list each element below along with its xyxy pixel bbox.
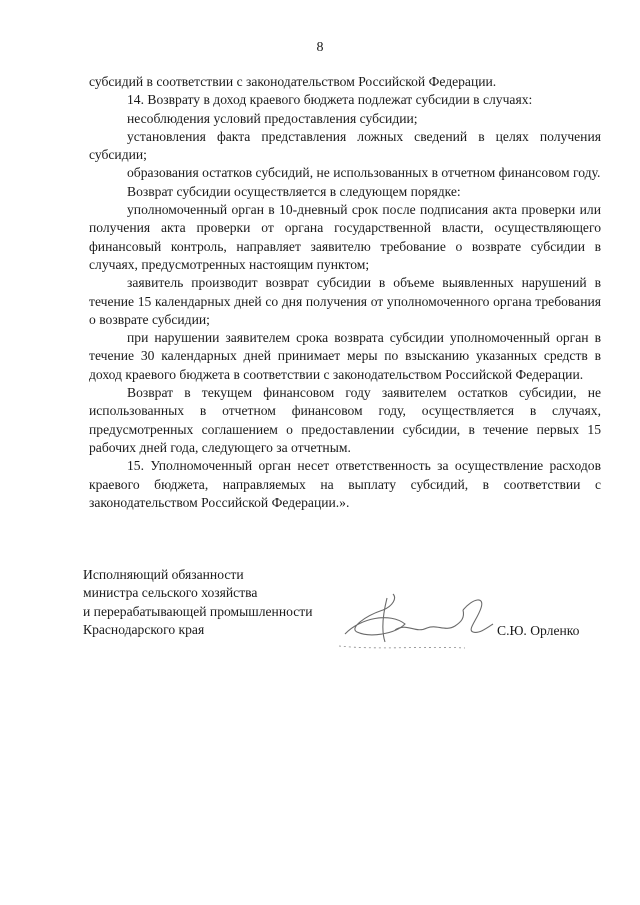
signature-block-title (83, 566, 312, 639)
paragraph: 15. Уполномоченный орган несет ответственность за осуществление расходов краевого бюджета, направляемых на выплату субсидий, в соответствии с законодательством Российской Федерации.». (89, 458, 601, 510)
paragraph: установления факта представления ложных сведений в целях получения субсидии; (89, 128, 601, 163)
signer-name: С.Ю. Орленко (497, 623, 580, 638)
page-number: 8 (316, 40, 324, 55)
paragraph: образования остатков субсидий, не использованных в отчетном финансовом году. (127, 165, 601, 181)
paragraph: заявитель производит возврат субсидии в объеме выявленных нарушений в течение 15 календарных дней со дня получения от уполномоченного органа требования о возврате субсидии; (89, 275, 601, 327)
paragraph: 14. Возврату в доход краевого бюджета подлежат субсидии в случаях: (127, 92, 533, 108)
paragraph: несоблюдения условий предоставления субсидии; (127, 110, 418, 126)
signatory-position-line: и перерабатывающей промышленности (83, 603, 313, 619)
paragraph: уполномоченный орган в 10-дневный срок после подписания акта проверки или получения акта проверки от органа государственной власти, осуществляющего финансовый контроль, направляет заявителю требование о возврате субсидии в случаях, предусмотренных настоящим пунктом; (89, 202, 601, 272)
paragraph: Возврат субсидии осуществляется в следующем порядке: (127, 183, 461, 199)
paragraph: субсидий в соответствии с законодательством Российской Федерации. (89, 74, 497, 89)
signatory-position-line: министра сельского хозяйства (83, 585, 258, 601)
signatory-position-line: Краснодарского края (83, 621, 205, 637)
paragraph: Возврат в текущем финансовом году заявителем остатков субсидии, не использованных в отчетном финансовом году, осуществляется в случаях, предусмотренных соглашением о предоставлении субсидии, в течение первых 15 рабочих дней года, следующего за отчетным. (89, 385, 601, 455)
paragraph: при нарушении заявителем срока возврата субсидии уполномоченный орган в течение 30 календарных дней принимает меры по взысканию указанных средств в доход краевого бюджета в соответствии с законодательством Российской Федерации. (89, 330, 601, 382)
handwritten-signature (335, 588, 500, 658)
signatory-position-line: Исполняющий обязанности (83, 567, 244, 582)
document-body (89, 73, 601, 512)
